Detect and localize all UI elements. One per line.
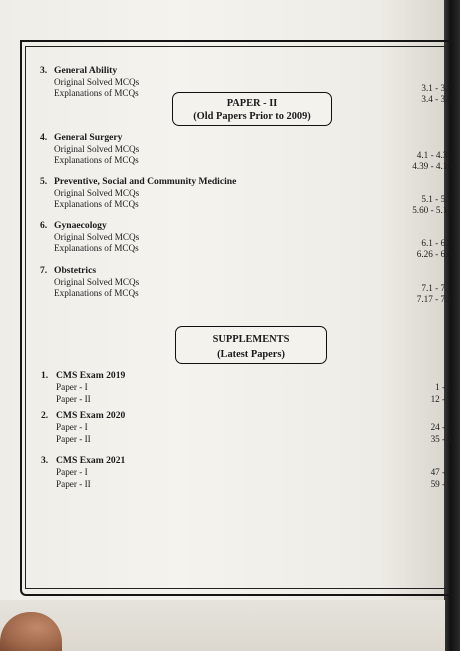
section-title: CMS Exam 2019 — [56, 370, 126, 381]
section-number: 4. — [40, 132, 48, 143]
entry-page-range: 1 - 1 — [435, 382, 452, 392]
entry-page-range: 6.26 - 6.6 — [416, 249, 452, 259]
entry-label: Original Solved MCQs — [54, 188, 140, 198]
paper-ii-subtitle: (Old Papers Prior to 2009) — [193, 111, 311, 122]
entry-page-range: 35 - 4 — [430, 433, 452, 444]
entry-label: Explanations of MCQs — [54, 243, 139, 253]
entry-page-range: 4.39 - 4.10 — [412, 161, 452, 171]
supplements-subtitle: (Latest Papers) — [217, 349, 285, 360]
section-title: CMS Exam 2021 — [56, 455, 126, 466]
section-number: 3. — [41, 455, 49, 466]
section-number: 3. — [40, 65, 48, 76]
entry-label: Explanations of MCQs — [54, 155, 139, 165]
entry-label: Explanations of MCQs — [54, 199, 139, 209]
entry-label: Paper - II — [56, 433, 91, 444]
entry-label: Paper - II — [56, 478, 91, 489]
entry-page-range: 4.1 - 4.38 — [416, 150, 452, 160]
entry-label: Paper - II — [56, 393, 91, 404]
contents-section — [0, 220, 452, 260]
entry-label: Original Solved MCQs — [54, 144, 140, 154]
entry-label: Paper - I — [56, 382, 88, 392]
entry-label: Original Solved MCQs — [54, 232, 140, 242]
supplements-title: SUPPLEMENTS — [212, 334, 290, 345]
section-number: 7. — [40, 265, 48, 276]
entry-page-range: 5.60 - 5.13 — [412, 205, 452, 215]
page-bottom-margin — [0, 600, 445, 651]
contents-section — [0, 176, 452, 216]
entry-label: Paper - I — [56, 422, 88, 432]
entry-page-range: 3.4 - 3.8 — [421, 94, 452, 104]
entry-page-range: 7.1 - 7.1 — [421, 283, 452, 293]
contents-section — [0, 265, 452, 305]
entry-page-range: 24 - 3 — [430, 422, 452, 432]
page-border-inner — [25, 46, 446, 589]
paper-ii-heading-box — [172, 92, 332, 126]
entry-page-range: 12 - 2 — [430, 393, 452, 404]
section-title: General Ability — [54, 65, 118, 76]
section-number: 1. — [41, 370, 49, 381]
section-title: General Surgery — [54, 132, 123, 143]
entry-page-range: 6.1 - 6.2 — [421, 238, 452, 248]
supplement-section — [0, 370, 452, 410]
entry-label: Original Solved MCQs — [54, 277, 140, 287]
entry-page-range: 5.1 - 5.5 — [421, 194, 452, 204]
section-number: 5. — [40, 176, 48, 187]
entry-page-range: 3.1 - 3.3 — [421, 83, 452, 93]
section-title: Preventive, Social and Community Medicine — [54, 176, 237, 187]
paper-ii-title: PAPER - II — [226, 98, 278, 109]
section-title: CMS Exam 2020 — [56, 410, 126, 421]
section-number: 6. — [40, 220, 48, 231]
entry-page-range: 7.17 - 7.4 — [416, 294, 452, 304]
supplement-section — [0, 455, 452, 495]
section-title: Gynaecology — [54, 220, 107, 231]
entry-label: Explanations of MCQs — [54, 288, 139, 298]
entry-page-range: 59 - 7 — [430, 478, 452, 489]
supplement-section — [0, 410, 452, 450]
entry-label: Explanations of MCQs — [54, 88, 139, 98]
section-number: 2. — [41, 410, 49, 421]
entry-label: Original Solved MCQs — [54, 77, 140, 87]
entry-label: Paper - I — [56, 467, 88, 477]
supplements-heading-box — [175, 326, 327, 364]
entry-page-range: 47 - 5 — [430, 467, 452, 477]
contents-section — [0, 132, 452, 172]
section-title: Obstetrics — [54, 265, 97, 276]
